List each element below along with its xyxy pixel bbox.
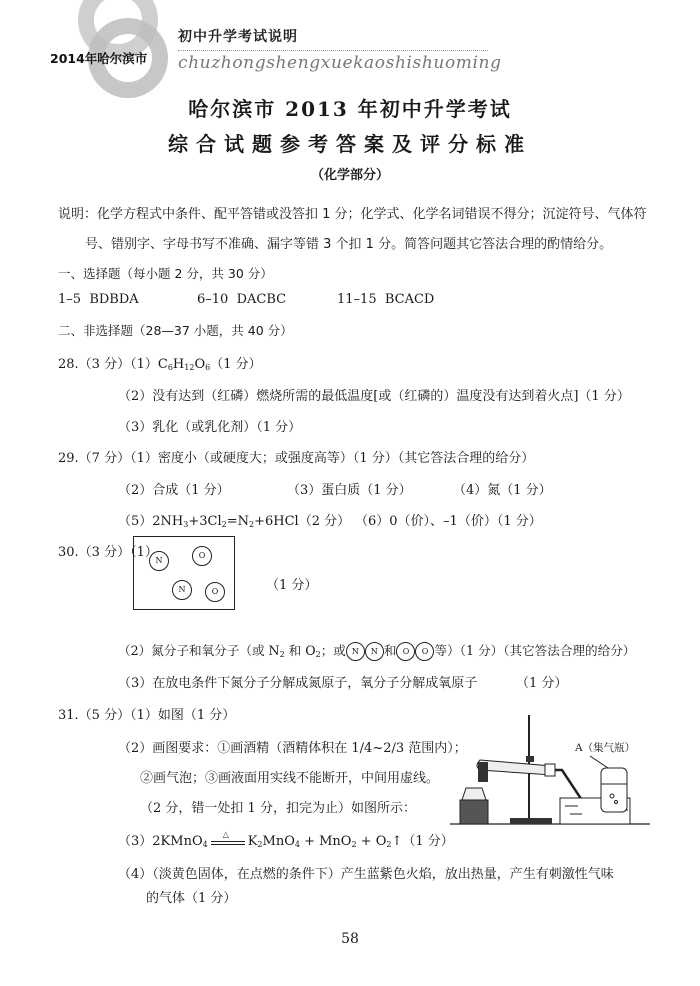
nitrogen-atom: N xyxy=(172,580,192,600)
header-divider xyxy=(178,50,488,51)
q30-part3-score: （1 分） xyxy=(516,676,568,691)
q28-part2: （2）没有达到（红磷）燃烧所需的最低温度[或（红磷的）温度没有达到着火点]（1 分） xyxy=(118,389,630,404)
answer-letters: BCACD xyxy=(384,292,435,307)
answer-range: 1–5 xyxy=(58,292,82,307)
q29-part2: （2）合成（1 分） xyxy=(118,483,230,498)
page-title: 哈尔滨市 2013 年初中升学考试 xyxy=(188,97,512,121)
header-series-title: 初中升学考试说明 xyxy=(178,29,298,45)
section1-heading: 一、选择题（每小题 2 分，共 30 分） xyxy=(58,266,273,281)
q31-part2-line1: （2）画图要求：①画酒精（酒精体积在 1/4~2/3 范围内）； xyxy=(118,741,467,756)
q30-part3: （3）在放电条件下氮分子分解成氮原子，氧分子分解成氧原子 xyxy=(118,676,478,691)
nitrogen-atom: N xyxy=(149,551,169,571)
oxygen-atom: O xyxy=(396,642,415,661)
q31-part3: （3）2KMnO$_4$ △ $K_2MnO_4 + MnO_2$ + $O_2↑(1$ 分） xyxy=(118,829,454,849)
q31-part2-line3: （2 分，错一处扣 1 分，扣完为止）如图所示： xyxy=(140,801,416,816)
answer-letters: DACBC xyxy=(236,292,287,307)
q30-head: 30.（3 分）（1） xyxy=(58,545,158,560)
q28-part3: （3）乳化（或乳化剂）（1 分） xyxy=(118,420,302,435)
page-number: 58 xyxy=(341,931,359,947)
q31-part2-line2: ②画气泡；③画液面用实线不能断开，中间用虚线。 xyxy=(140,771,440,786)
q31-part4-line1: （4）（淡黄色固体，在点燃的条件下）产生蓝紫色火焰，放出热量，产生有刺激性气味 xyxy=(118,867,614,882)
answer-group-3 xyxy=(337,292,434,307)
note-line-1: 说明：化学方程式中条件、配平答错或没答扣 1 分；化学式、化学名词错误不得分；沉淀符号、气体符 xyxy=(58,207,647,222)
q29-part5: $(5)2NH_3+3Cl_2=N_2+6HCl(2$ 分） xyxy=(118,514,351,529)
q28-part1 xyxy=(58,353,262,372)
section2-heading: 二、非选择题（28—37 小题，共 40 分） xyxy=(58,323,293,338)
oxygen-atom: O xyxy=(192,546,212,566)
answer-letters: BDBDA xyxy=(89,292,139,307)
q29-part3: （3）蛋白质（1 分） xyxy=(287,483,412,498)
answer-group-1 xyxy=(58,292,139,307)
nitrogen-atom: N xyxy=(346,642,365,661)
ammonia-chlorine-equation: $2NH_3+3Cl_2=N_2+6HCl$ xyxy=(152,514,299,529)
gas-bottle-label: A（集气瓶） xyxy=(575,742,636,754)
oxygen-apparatus-diagram xyxy=(450,700,650,830)
answer-range: 6–10 xyxy=(197,292,229,307)
nitrogen-atom: N xyxy=(365,642,384,661)
header-pinyin: chuzhongshengxuekaoshishuoming xyxy=(178,53,502,73)
q28-score: （1 分） xyxy=(210,357,262,372)
oxygen-atom: O xyxy=(415,642,434,661)
q31-part4-line2: 的气体（1 分） xyxy=(146,891,237,906)
note-line-2: 号、错别字、字母书写不准确、漏字等错 3 个扣 1 分。简答问题其它答法合理的酌情给分。 xyxy=(85,237,613,252)
q28-head: 28.（3 分）（1） xyxy=(58,357,158,372)
oxygen-atom: O xyxy=(205,582,225,602)
q29-part4: （4）氮（1 分） xyxy=(453,483,552,498)
page-subtitle: （化学部分） xyxy=(310,168,389,183)
page-title-line2: 综合试题参考答案及评分标准 xyxy=(168,132,532,156)
q30-part2: （2）氮分子和氧分子（或 $N_2$ 和 $O_2$；或 N N 和 O O 等）（1 分）（其它答法合理的给分） xyxy=(118,643,636,659)
glucose-formula: $C_6H_{12}O_6$ xyxy=(157,357,211,372)
q29-part1: 29.（7 分）（1）密度小（或硬度大；或强度高等）（1 分）（其它答法合理的给分） xyxy=(58,451,535,466)
heat-condition-equals: △ xyxy=(211,835,245,849)
answer-group-2 xyxy=(197,292,286,307)
q29-part6: （6）0（价）、–1（价）（1 分） xyxy=(355,514,542,529)
header-year-city: 2014年哈尔滨市 xyxy=(50,51,148,66)
q31-part1: 31.（5 分）（1）如图（1 分） xyxy=(58,708,236,723)
q30-part1-score: （1 分） xyxy=(266,578,318,593)
answer-range: 11–15 xyxy=(337,292,377,307)
particle-diagram-box xyxy=(133,536,235,610)
